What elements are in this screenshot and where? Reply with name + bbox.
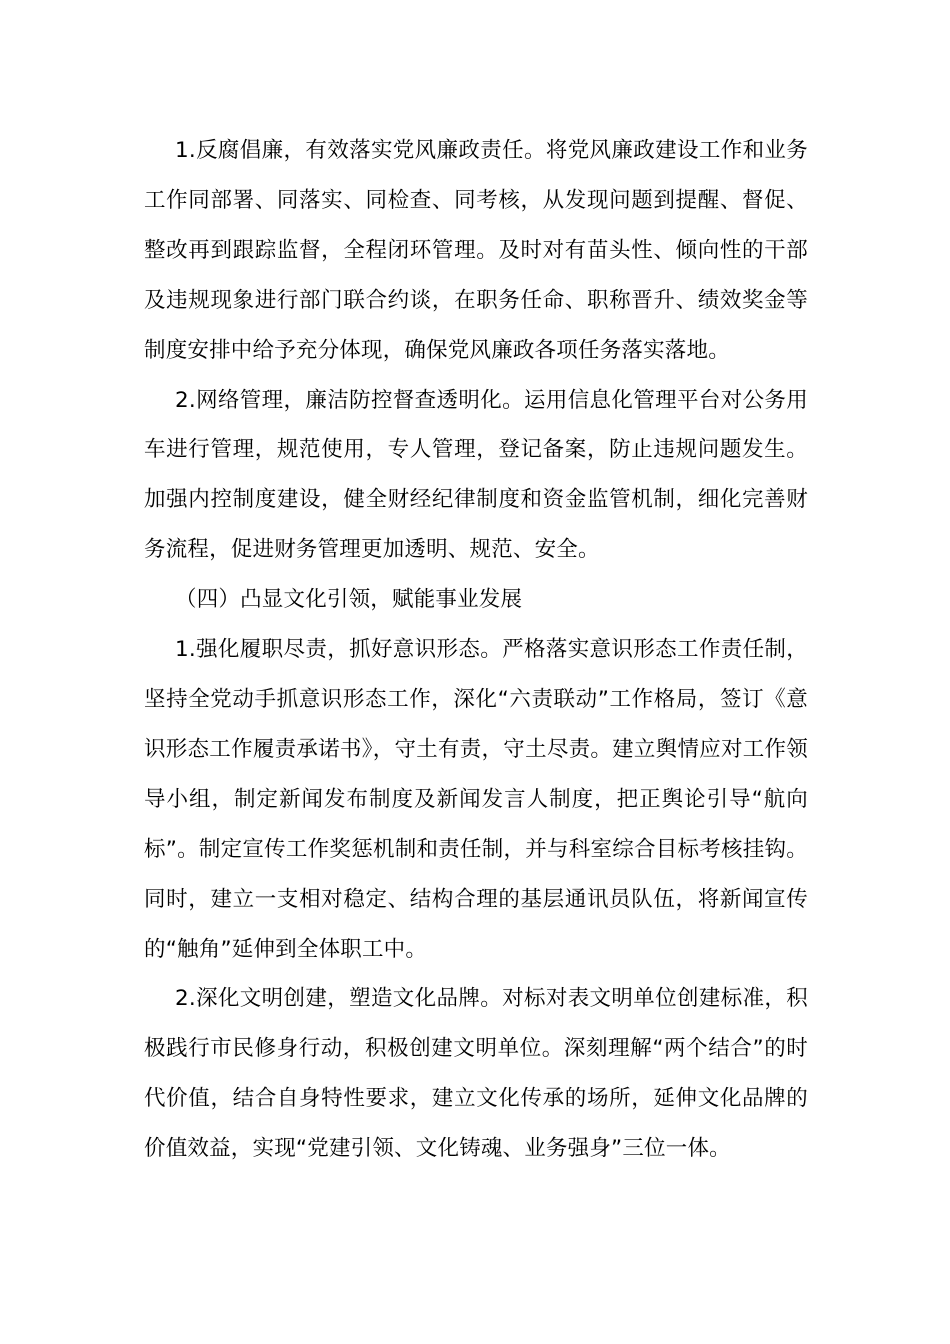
paragraph-anticorruption: 1.反腐倡廉，有效落实党风廉政责任。将党风廉政建设工作和业务工作同部署、同落实、同检查、同考核，从发现问题到提醒、督促、整改再到跟踪监督，全程闭环管理。及时对有苗头性、倾向性的干部及违规现象进行部门联合约谈，在职务任命、职称晋升、绩效奖金等制度安排中给予充分体现，确保党风廉政各项任务落实落地。 bbox=[144, 138, 808, 363]
paragraph-ideology: 1.强化履职尽责，抓好意识形态。严格落实意识形态工作责任制，坚持全党动手抓意识形态工作，深化“六责联动”工作格局，签订《意识形态工作履责承诺书》，守土有责，守土尽责。建立舆情应对工作领导小组，制定新闻发布制度及新闻发言人制度，把正舆论引导“航向标”。制定宣传工作奖惩机制和责任制，并与科室综合目标考核挂钩。同时，建立一支相对稳定、结构合理的基层通讯员队伍，将新闻宣传的“触角”延伸到全体职工中。 bbox=[144, 637, 808, 962]
document-body bbox=[144, 126, 808, 1174]
paragraph-network-management: 2.网络管理，廉洁防控督查透明化。运用信息化管理平台对公务用车进行管理，规范使用，专人管理，登记备案，防止违规问题发生。加强内控制度建设，健全财经纪律制度和资金监管机制，细化完善财务流程，促进财务管理更加透明、规范、安全。 bbox=[144, 387, 808, 563]
section-heading-culture: （四）凸显文化引领，赋能事业发展 bbox=[175, 587, 523, 613]
paragraph-civilization: 2.深化文明创建，塑造文化品牌。对标对表文明单位创建标准，积极践行市民修身行动，积极创建文明单位。深刻理解“两个结合”的时代价值，结合自身特性要求，建立文化传承的场所，延伸文化品牌的价值效益，实现“党建引领、文化铸魂、业务强身”三位一体。 bbox=[144, 986, 808, 1162]
